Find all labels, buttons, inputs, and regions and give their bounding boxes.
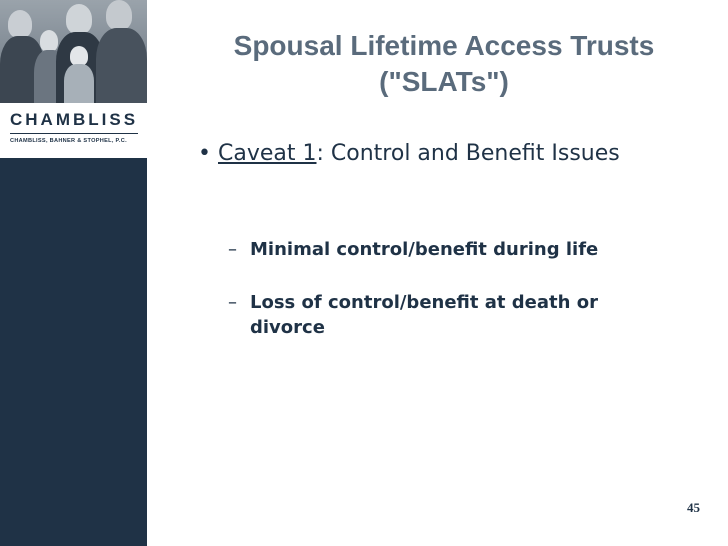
bullet-text [198,138,638,169]
page-number: 45 [687,500,700,515]
subbullet-minimal-control [228,237,668,262]
subbullet-marker: – [228,292,237,313]
subbullet-loss-of-control [228,290,668,340]
logo-divider [10,133,138,134]
subbullet-text: Loss of control/benefit at death or divorce [250,292,598,338]
bullet-body: : Control and Benefit Issues [316,141,620,166]
slide-title [160,28,728,100]
firm-full-name: CHAMBLISS, BAHNER & STOPHEL, P.C. [10,138,127,144]
bullet-caveat [198,138,638,169]
slide-title-line-1: Spousal Lifetime Access Trusts [233,30,655,61]
subbullet-marker: – [228,239,237,260]
subbullet-text: Minimal control/benefit during life [250,239,599,260]
family-photo [0,0,147,103]
bullet-marker: • [198,141,211,166]
caveat-label: Caveat 1 [218,141,317,166]
firm-logo: CHAMBLISS [10,110,139,129]
slide-title-line-2: ("SLATs") [379,66,509,97]
